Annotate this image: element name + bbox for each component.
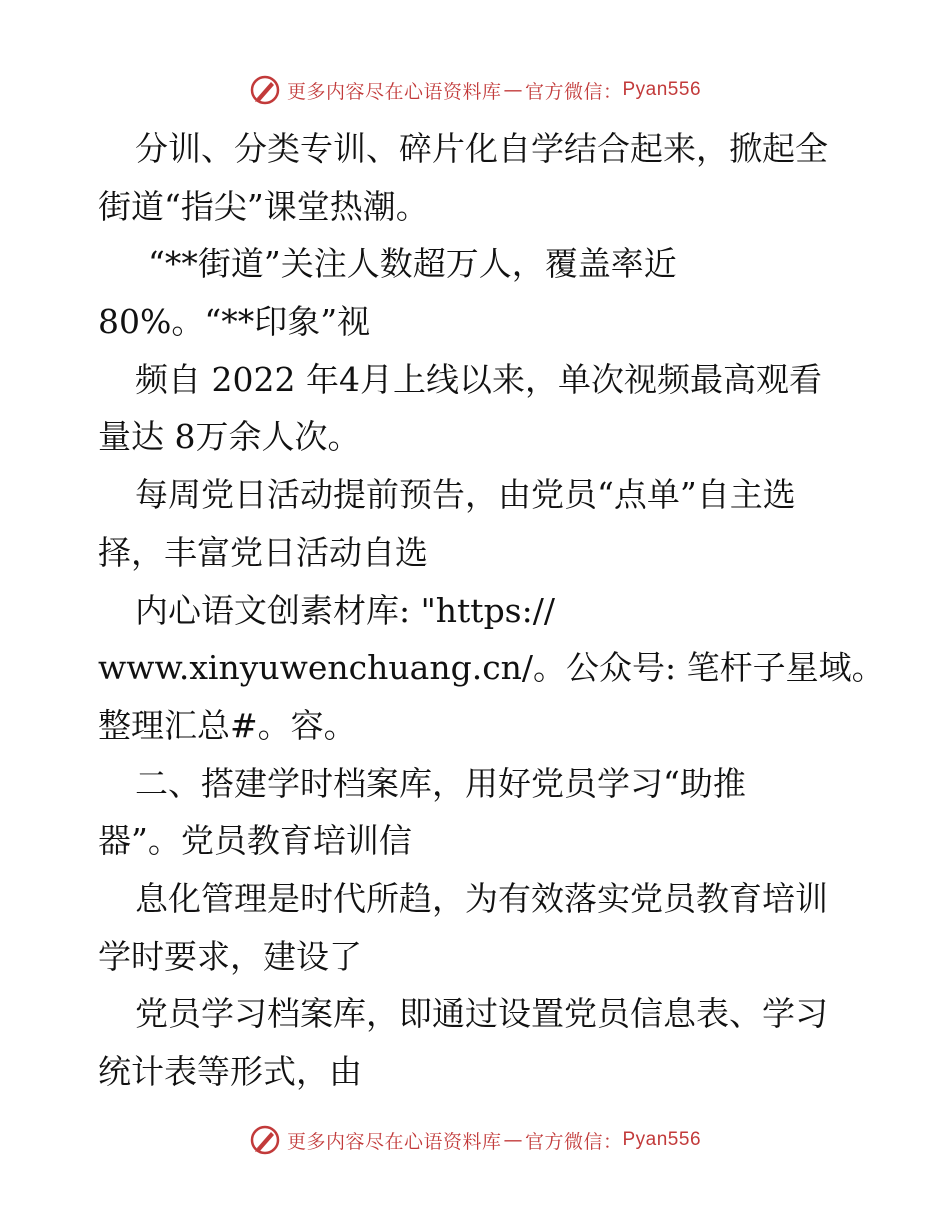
- body-line: 统计表等形式，由: [98, 1052, 362, 1091]
- watermark-account: Pyan556: [622, 79, 702, 100]
- body-line: 80%。“**印象”视: [98, 302, 371, 342]
- body-line: 学时要求，建设了: [98, 936, 362, 976]
- body-line: www.xinyuwenchuang.cn/。公众号: 笔杆子星域。: [98, 648, 885, 688]
- watermark-site-text: 更多内容尽在心语资料库: [286, 1130, 502, 1153]
- watermark-dash: —: [503, 1129, 523, 1151]
- header-watermark: [0, 70, 950, 110]
- pen-logo-icon: [249, 1124, 281, 1156]
- body-line: 街道“指尖”课堂热潮。: [98, 186, 429, 226]
- body-line: 内心语文创素材库: "https://: [135, 590, 555, 630]
- body-line: 频自 2022 年4月上线以来，单次视频最高观看: [135, 359, 822, 399]
- body-line: 择，丰富党日活动自选: [98, 532, 428, 572]
- watermark-site-text: 更多内容尽在心语资料库: [286, 80, 502, 103]
- body-line: “**街道”关注人数超万人，覆盖率近: [148, 244, 677, 284]
- watermark-wechat-label: 官方微信：: [524, 80, 623, 103]
- watermark-account: Pyan556: [622, 1129, 702, 1150]
- watermark-wechat-label: 官方微信：: [524, 1130, 623, 1153]
- document-body: [98, 120, 885, 1101]
- body-line: 每周党日活动提前预告，由党员“点单”自主选: [135, 475, 796, 515]
- pen-logo-icon: [249, 74, 281, 106]
- body-line: 量达 8万余人次。: [98, 417, 361, 457]
- watermark-dash: —: [503, 79, 523, 101]
- body-line: 党员学习档案库，即通过设置党员信息表、学习: [135, 994, 828, 1034]
- body-line: 二、搭建学时档案库，用好党员学习“助推: [135, 763, 746, 803]
- body-line: 息化管理是时代所趋，为有效落实党员教育培训: [135, 878, 828, 918]
- body-line: 分训、分类专训、碎片化自学结合起来，掀起全: [135, 129, 828, 168]
- footer-watermark: [0, 1120, 950, 1160]
- body-line: 整理汇总#。容。: [98, 705, 357, 745]
- body-line: 器”。党员教育培训信: [98, 821, 412, 861]
